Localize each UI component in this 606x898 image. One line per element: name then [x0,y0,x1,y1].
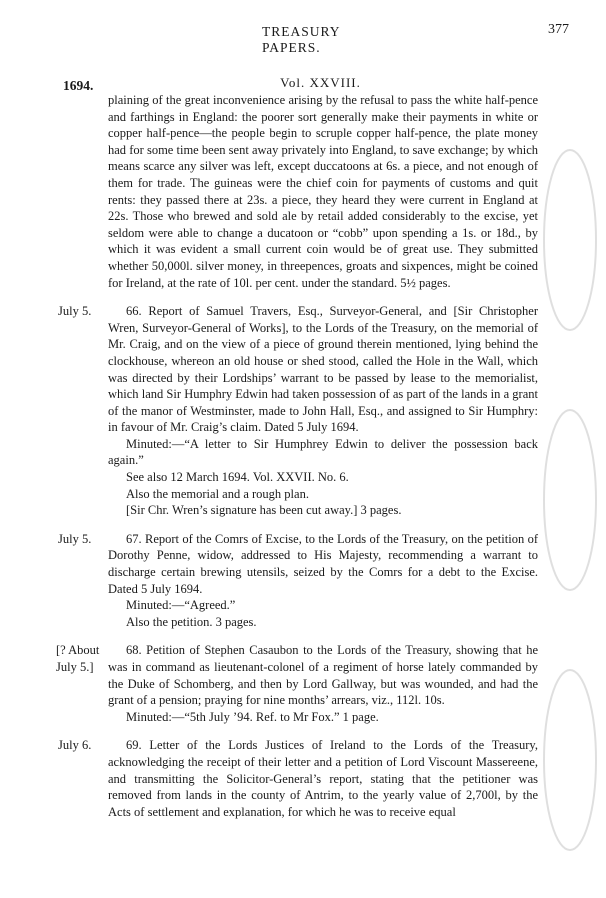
entry-note: Also the petition. 3 pages. [126,614,257,629]
margin-date: July 5. [58,531,92,546]
entry-text: 69. Letter of the Lords Justices of Ireland to the Lords of the Treasury, acknowledging the receipt of their letter and a petition of Lord Viscount Massereene, and transmitting the Solicitor-General’s report, stating that the petitioner was removed from lands in the county of Antrim, to the yearly value of 2,700l, by the Acts of settlement and explanation, for which he was to receive equal [108,738,538,819]
entry-text: 66. Report of Samuel Travers, Esq., Surveyor-General, and [Sir Christopher Wren, Surveyor-General of Works], to the Lords of the Treasury, on the memorial of Mr. Craig, and on the view of a piece of ground therein mentioned, lying behind the clockhouse, whereon an old house or shed stood, called the Hole in the Wall, which was directed by their Lordships’ warrant to be passed by lease to the memorialist, which land Sir Humphry Edwin had taken possession of as part of the lands in a grant of the manor of Westminster, made to John Hall, Esq., and assigned to Sir Humphry: in favour of Mr. Craig’s claim. Dated 5 July 1694. [108,304,538,435]
watermark-stamp-icon [540,120,600,880]
document-body [56,92,538,820]
volume-heading: Vol. XXVIII. [280,75,361,90]
entry-note: See also 12 March 1694. Vol. XXVII. No. 6. [126,470,349,485]
entry-minute: Minuted:—“Agreed.” [126,598,236,613]
entry-continuation [108,92,538,291]
running-title: TREASURY PAPERS. [262,24,341,55]
margin-date: July 5. [58,304,92,319]
margin-date: July 6. [58,738,92,753]
page-number: 377 [548,22,569,37]
margin-date: [? About July 5.] [56,643,100,674]
entry-text: plaining of the great inconvenience arising by the refusal to pass the white half-pence and farthings in England: the poorer sort generally make their payments in white or copper half-pence—the people begin to scruple copper half-pence, the plate money had for some time been sent away privately into England, to save exchange; by which means scarce any silver was left, except duccatoons at 6s. a piece, and not enough of them for trade. The guineas were the chief coin for payments of customs and quit rents: they passed there at 23s. a piece, they heard they were current in England at 22s. Those who brewed and sold ale by retail added considerably to the excise, yet seldom were able to change a ducatoon or “cobb” upon spending a 1s. or 18d., by which it was evident a small current coin would be of great use. They submitted whether 50,000l. silver money, in threepences, groats and sixpences, might be coined for Ireland, at the rate of 10l. per cent. under the standard. 5½ pages. [108,93,538,290]
entry-text: 67. Report of the Comrs of Excise, to the Lords of the Treasury, on the petition of Dorothy Penne, widow, addressed to His Majesty, recommending a warrant to discharge certain brewing utensils, seized by the Comrs for a debt to the Excise. Dated 5 July 1694. [108,531,538,596]
entry-68 [56,642,538,725]
entry-note: Also the memorial and a rough plan. [126,486,309,501]
entry-note: [Sir Chr. Wren’s signature has been cut away.] 3 pages. [126,503,402,518]
entry-66 [58,303,538,519]
entry-69 [58,737,538,820]
entry-67 [58,531,538,631]
entry-minute: Minuted:—“A letter to Sir Humphrey Edwin to deliver the possession back again.” [108,436,538,468]
entry-text: 68. Petition of Stephen Casaubon to the Lords of the Treasury, showing that he was in command as lieutenant-colonel of a regiment of horse lately commanded by the Duke of Schomberg, and then by Lord Gallway, but was wounded, and had the grant of a pension; praying for nine months’ arrears, viz., 112l. 10s. [108,643,538,708]
entry-minute: Minuted:—“5th July ’94. Ref. to Mr Fox.” 1 page. [126,709,379,724]
year-marker: 1694. [63,78,94,93]
